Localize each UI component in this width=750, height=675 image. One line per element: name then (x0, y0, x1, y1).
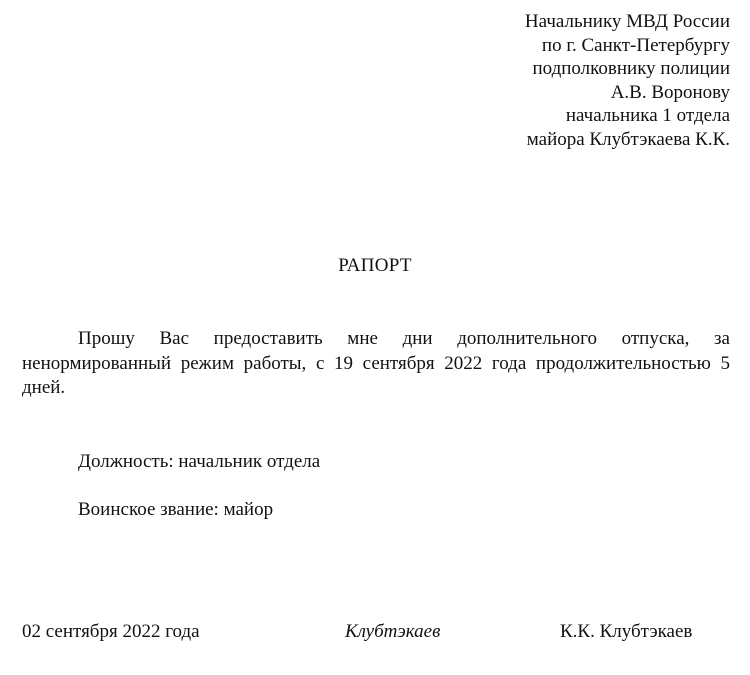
document-date: 02 сентября 2022 года (22, 621, 200, 642)
document-title: РАПОРТ (338, 255, 412, 276)
request-paragraph: Прошу Вас предоставить мне дни дополнительного отпуска, за ненормированный режим работы, с 19 сентября 2022 года продолжительностью 5 дней. (22, 328, 730, 398)
handwritten-signature: Клубтэкаев (345, 621, 441, 642)
addressee-line-4: А.В. Воронову (610, 81, 730, 103)
rank-field: Воинское звание: майор (78, 499, 274, 520)
addressee-line-2: по г. Санкт-Петербургу (541, 34, 730, 56)
addressee-line-1: Начальнику МВД России (524, 11, 730, 32)
signer-name: К.К. Клубтэкаев (560, 621, 693, 642)
position-field: Должность: начальник отдела (78, 451, 321, 472)
signature-row (0, 621, 750, 647)
sender-line-1: начальника 1 отдела (565, 105, 730, 126)
addressee-block (525, 10, 730, 151)
addressee-line-3: подполковнику полиции (532, 58, 730, 79)
sender-line-2: майора Клубтэкаева К.К. (526, 128, 730, 150)
